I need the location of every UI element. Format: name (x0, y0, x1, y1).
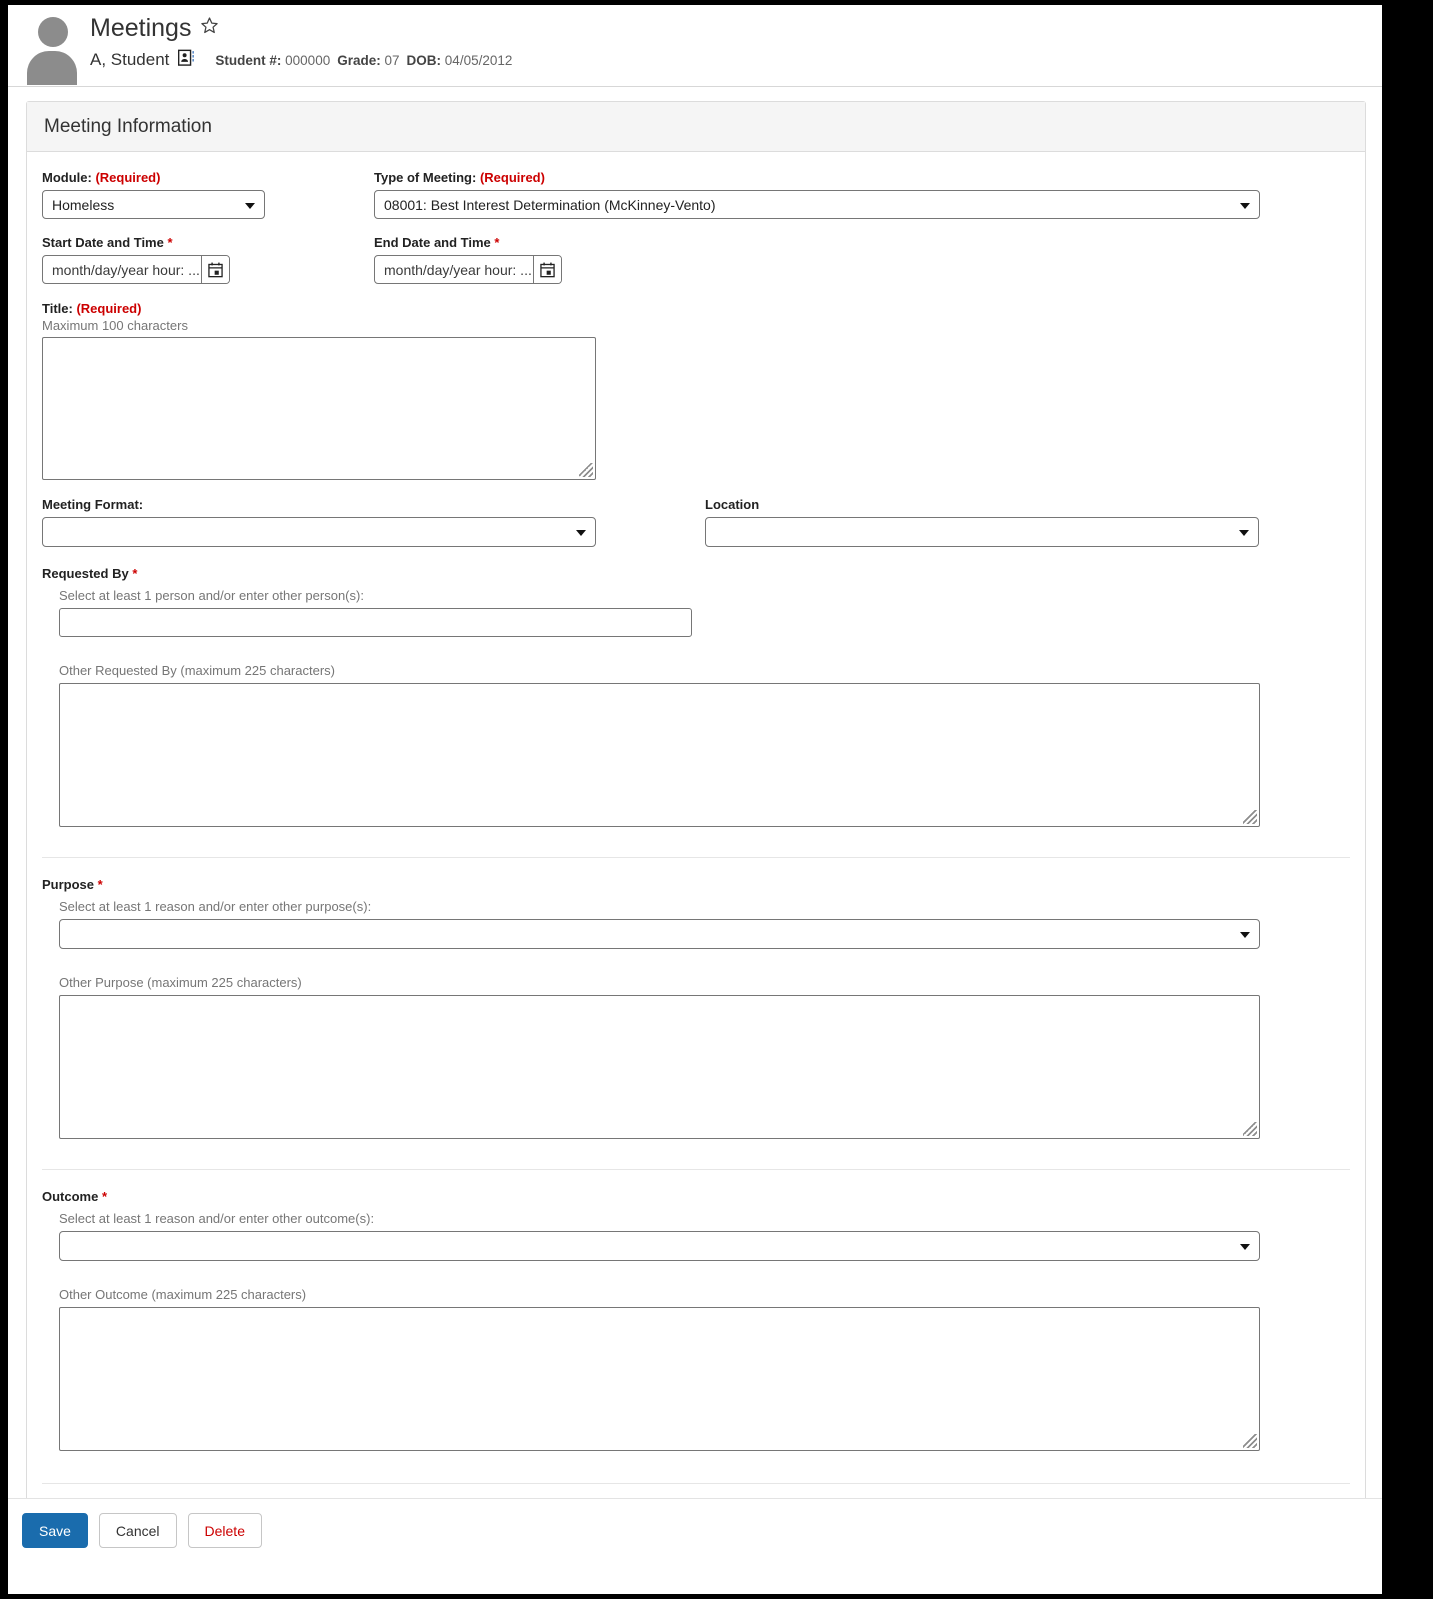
other-purpose-label: Other Purpose (maximum 225 characters) (59, 975, 302, 990)
app-window (8, 5, 1382, 1594)
row-dates (42, 235, 1350, 284)
meeting-format-select[interactable] (42, 517, 596, 547)
field-title (42, 301, 1350, 480)
location-label: Location (705, 497, 760, 512)
card-body (27, 152, 1365, 1508)
other-outcome-label: Other Outcome (maximum 225 characters) (59, 1287, 307, 1302)
field-requested-by (42, 566, 1350, 827)
field-type-of-meeting (374, 170, 1350, 219)
divider-outcome (42, 1169, 1350, 1170)
meeting-information-card (26, 101, 1366, 1509)
module-required: (Required) (95, 170, 161, 185)
end-date-required: * (494, 235, 500, 250)
purpose-hint: Select at least 1 reason and/or enter other purpose(s): (59, 899, 372, 914)
student-number-value: 000000 (285, 52, 331, 68)
divider-bottom (42, 1483, 1350, 1484)
other-purpose-textarea[interactable] (59, 995, 1260, 1139)
field-outcome (42, 1189, 1350, 1451)
title-label-text: Title: (42, 301, 73, 316)
requested-by-label-text: Requested By (42, 566, 129, 581)
outcome-label (42, 1189, 1350, 1204)
type-of-meeting-label (374, 170, 1350, 185)
module-select[interactable] (42, 190, 265, 219)
field-start-date (42, 235, 374, 284)
calendar-icon[interactable] (533, 256, 561, 283)
page-title: Meetings (90, 14, 192, 42)
location-select[interactable] (705, 517, 1259, 547)
end-date-input[interactable]: month/day/year hour: ... (384, 261, 532, 278)
row-module-type (42, 170, 1350, 219)
end-date-label (374, 235, 1350, 250)
type-of-meeting-select[interactable] (374, 190, 1260, 219)
purpose-select[interactable] (59, 919, 1260, 949)
requested-by-input[interactable] (59, 608, 692, 637)
avatar-head (38, 17, 68, 47)
field-module (42, 170, 374, 219)
chevron-down-icon (1240, 1244, 1250, 1250)
dob-label: DOB: (406, 52, 442, 68)
avatar-body (27, 51, 77, 85)
outcome-hint: Select at least 1 reason and/or enter other outcome(s): (59, 1211, 375, 1226)
purpose-group (59, 899, 1350, 1139)
purpose-label-text: Purpose (42, 877, 95, 892)
card-title: Meeting Information (44, 115, 212, 137)
field-meeting-format (42, 497, 705, 547)
purpose-required: * (97, 877, 103, 892)
contact-card-icon[interactable] (178, 49, 195, 71)
chevron-down-icon (576, 530, 586, 536)
purpose-label (42, 877, 1350, 892)
title-required: (Required) (76, 301, 142, 316)
other-requested-by-textarea[interactable] (59, 683, 1260, 827)
field-purpose (42, 877, 1350, 1139)
outcome-select[interactable] (59, 1231, 1260, 1261)
meeting-format-label: Meeting Format: (42, 497, 144, 512)
requested-by-hint: Select at least 1 person and/or enter other person(s): (59, 588, 364, 603)
chevron-down-icon (245, 203, 255, 209)
page-header (8, 5, 1382, 87)
card-header (27, 102, 1365, 152)
other-requested-by-label: Other Requested By (maximum 225 characters) (59, 663, 335, 678)
outcome-label-text: Outcome (42, 1189, 99, 1204)
avatar (21, 13, 83, 85)
grade-label: Grade: (337, 52, 381, 68)
requested-by-label (42, 566, 1350, 581)
start-date-required: * (167, 235, 173, 250)
start-date-field[interactable] (42, 255, 230, 284)
start-date-label-text: Start Date and Time (42, 235, 164, 250)
title-hint: Maximum 100 characters (42, 318, 188, 333)
outcome-required: * (101, 1189, 108, 1204)
chevron-down-icon (1239, 530, 1249, 536)
module-value: Homeless (52, 196, 115, 213)
requested-by-group (59, 588, 1350, 827)
grade-value: 07 (384, 52, 400, 68)
requested-by-required: * (132, 566, 138, 581)
student-meta (215, 53, 512, 68)
dob-value: 04/05/2012 (444, 52, 513, 68)
title-label (42, 301, 1350, 316)
field-end-date (374, 235, 1350, 284)
row-format-location (42, 497, 1350, 547)
end-date-label-text: End Date and Time (374, 235, 491, 250)
delete-button[interactable]: Delete (188, 1513, 262, 1548)
start-date-label (42, 235, 374, 250)
action-bar (8, 1498, 1382, 1594)
module-label-text: Module: (42, 170, 92, 185)
save-button[interactable]: Save (22, 1513, 88, 1548)
outcome-group (59, 1211, 1350, 1451)
cancel-button[interactable]: Cancel (99, 1513, 177, 1548)
student-name: A, Student (90, 50, 170, 69)
window-edge (1382, 0, 1433, 1599)
module-label (42, 170, 374, 185)
start-date-input[interactable]: month/day/year hour: ... (52, 261, 200, 278)
field-location (705, 497, 1259, 547)
title-row (90, 13, 219, 43)
end-date-field[interactable] (374, 255, 562, 284)
star-icon[interactable] (200, 16, 219, 40)
divider-purpose (42, 857, 1350, 858)
calendar-icon[interactable] (201, 256, 229, 283)
title-textarea[interactable] (42, 337, 596, 480)
action-buttons (22, 1513, 262, 1548)
student-summary (90, 49, 512, 71)
other-outcome-textarea[interactable] (59, 1307, 1260, 1451)
type-of-meeting-label-text: Type of Meeting: (374, 170, 477, 185)
chevron-down-icon (1240, 203, 1250, 209)
chevron-down-icon (1240, 932, 1250, 938)
type-of-meeting-required: (Required) (479, 170, 545, 185)
type-of-meeting-value: 08001: Best Interest Determination (McKinney-Vento) (384, 196, 716, 213)
student-number-label: Student #: (215, 52, 282, 68)
